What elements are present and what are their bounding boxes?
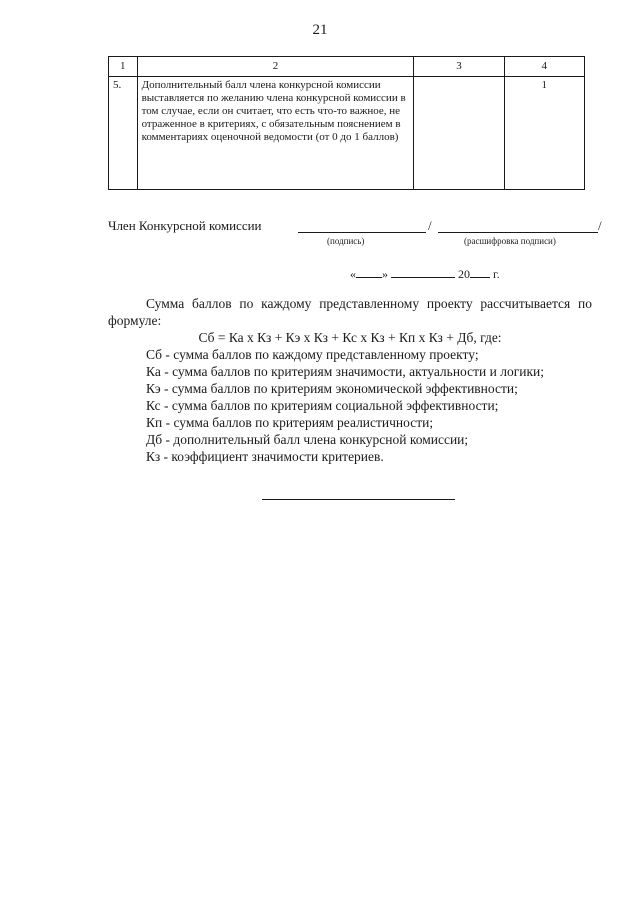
decode-line xyxy=(438,232,598,233)
definition-item: Сб - сумма баллов по каждому представленному проекту; xyxy=(146,347,479,362)
row-number: 5. xyxy=(109,77,138,190)
signature-caption: (подпись) xyxy=(327,236,365,246)
definition-item: Ка - сумма баллов по критериям значимости, актуальности и логики; xyxy=(146,364,545,379)
definition-item: Дб - дополнительный балл члена конкурсной комиссии; xyxy=(146,432,469,447)
date-row xyxy=(350,265,500,282)
signature-slash: / xyxy=(428,218,432,233)
table-header-cell: 3 xyxy=(414,57,504,77)
definition-item: Кз - коэффициент значимости критериев. xyxy=(146,449,384,464)
date-close-quote: » xyxy=(382,267,388,281)
table-header-cell: 4 xyxy=(504,57,585,77)
signature-slash: / xyxy=(598,218,602,233)
row-description: Дополнительный балл члена конкурсной комиссии выставляется по желанию члена конкурсной комиссии в том случае, если он считает, что есть что-то важное, не отраженное в критериях, с обязательным пояснением в комментариях оценочной ведомости (от 0 до 1 баллов) xyxy=(137,77,414,190)
table-header-cell: 2 xyxy=(137,57,414,77)
definition-item: Кэ - сумма баллов по критериям экономической эффективности; xyxy=(146,381,518,396)
year-prefix: 20 xyxy=(458,267,470,281)
table-header-cell: 1 xyxy=(109,57,138,77)
criteria-table xyxy=(108,56,585,190)
month-blank xyxy=(391,265,455,278)
day-blank xyxy=(356,265,382,278)
date-open-quote: « xyxy=(350,267,356,281)
definition-item: Кп - сумма баллов по критериям реалистичности; xyxy=(146,415,434,430)
definition-item: Кс - сумма баллов по критериям социальной эффективности; xyxy=(146,398,499,413)
year-suffix: г. xyxy=(493,267,500,281)
signature-row xyxy=(108,218,608,238)
formula-intro: Сумма баллов по каждому представленному проекту рассчитывается по формуле: xyxy=(108,296,592,328)
table-header-row xyxy=(109,57,585,77)
decode-caption: (расшифровка подписи) xyxy=(464,236,556,246)
end-divider xyxy=(262,499,455,500)
table-row xyxy=(109,77,585,190)
formula: Сб = Ка х Кз + Кэ х Кз + Кс х Кз + Кп х Кз + Дб, где: xyxy=(198,330,502,345)
member-label: Член Конкурсной комиссии xyxy=(108,218,262,233)
year-blank xyxy=(470,265,490,278)
row-max-score: 1 xyxy=(504,77,585,190)
formula-section xyxy=(108,295,592,465)
page-number: 21 xyxy=(312,22,328,38)
row-col3 xyxy=(414,77,504,190)
signature-line xyxy=(298,232,426,233)
